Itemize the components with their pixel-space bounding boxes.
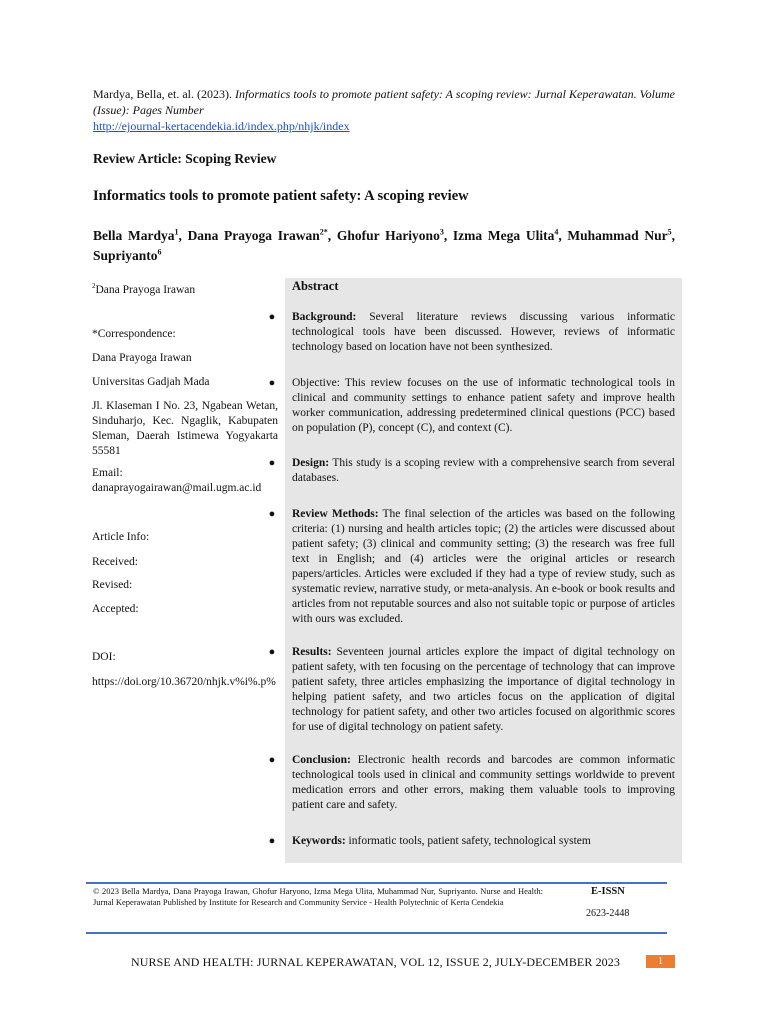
article-info-label: Article Info: xyxy=(92,531,150,543)
keywords-text: informatic tools, patient safety, technological system xyxy=(348,835,591,847)
design-text: This study is a scoping review with a comprehensive search from several databases. xyxy=(292,457,675,484)
author-separator: , xyxy=(443,228,453,243)
author-separator: , xyxy=(327,228,337,243)
address: Jl. Klaseman I No. 23, Ngabean Wetan, Sinduharjo, Kec. Ngaglik, Kabupaten Sleman, Daerah Istimewa Yogyakarta 55581 xyxy=(92,400,278,457)
author-name: Supriyanto xyxy=(93,248,158,263)
journal-footer: NURSE AND HEALTH: JURNAL KEPERAWATAN, VOL 12, ISSUE 2, JULY-DECEMBER 2023 xyxy=(131,955,620,969)
author-name: Dana Prayoga Irawan xyxy=(187,228,320,243)
bullet-icon: ● xyxy=(268,508,276,520)
citation-authors: Mardya, Bella, et. al. (2023). xyxy=(93,87,232,101)
copyright-box xyxy=(86,882,667,934)
methods-label: Review Methods: xyxy=(292,508,379,520)
correspondence-name: Dana Prayoga Irawan xyxy=(92,352,192,364)
abstract-background xyxy=(292,310,675,355)
received-label: Received: xyxy=(92,556,138,568)
abstract-objective: Objective: This review focuses on the use of informatic technological tools in clinical and community settings to enhance patient safety and improve health worker communication, addressing predetermined clinical questions (PCC) based on population (P), concept (C), and context (C). xyxy=(292,377,675,434)
author-affiliation: 1 xyxy=(174,227,179,237)
author-name: Izma Mega Ulita xyxy=(452,228,555,243)
author-affiliation: 3 xyxy=(439,227,444,237)
author-separator: , xyxy=(558,228,568,243)
author-affiliation: 5 xyxy=(667,227,672,237)
page-number-badge: 1 xyxy=(646,955,675,968)
email-label: Email: xyxy=(92,467,123,479)
author-affiliation: 6 xyxy=(157,247,162,257)
methods-text: The final selection of the articles was based on the following criteria: (1) nursing and health articles topic; (2) the articles were discussed about patient safety; (3) clinical and community setting; (3) the research was free full text in English; and (4) articles were the original articles or research papers/articles. Articles were excluded if they had a type of review study, such as systematic review, narrative study, or meta-analysis. An e-book or book results and articles from not reputable sources and also not suitable topic or purpose of articles with ours was excluded. xyxy=(292,508,676,625)
affiliation xyxy=(92,279,278,298)
bullet-icon: ● xyxy=(268,377,276,389)
results-text: Seventeen journal articles explore the impact of digital technology on patient safety, with ten focusing on the percentage of technology that can improve patient safety, three articles emphasizing the importance of digital technology in helping patient safety, and two articles focus on the application of digital technology for patient safety, and other two articles focused on algorithmic scores for use of digital technology on patient safety. xyxy=(292,646,675,733)
paper-title: Informatics tools to promote patient safety: A scoping review xyxy=(93,188,469,204)
author-affiliation: 2* xyxy=(319,227,328,237)
revised-label: Revised: xyxy=(92,579,133,591)
author-name: Muhammad Nur xyxy=(567,228,668,243)
design-label: Design: xyxy=(292,457,330,469)
background-label: Background: xyxy=(292,311,357,323)
conclusion-text: Electronic health records and barcodes are common informatic technological tools used in clinical and community settings worldwide to prevent medication errors and other errors, making them valuable tools to improving patient care and safety. xyxy=(292,754,675,811)
conclusion-label: Conclusion: xyxy=(292,754,351,766)
accepted-label: Accepted: xyxy=(92,603,139,615)
eissn-label: E-ISSN xyxy=(591,886,625,897)
author-affiliation: 4 xyxy=(554,227,559,237)
journal-link[interactable]: http://ejournal-kertacendekia.id/index.php/nhjk/index xyxy=(93,119,350,133)
author-separator: , xyxy=(671,228,676,243)
email-address[interactable]: danaprayogairawan@mail.ugm.ac.id xyxy=(92,482,262,494)
doi-label: DOI: xyxy=(92,651,116,663)
bullet-icon: ● xyxy=(268,835,276,847)
eissn-value: 2623-2448 xyxy=(586,908,630,919)
bullet-icon: ● xyxy=(268,646,276,658)
citation-block xyxy=(93,86,675,134)
author-list xyxy=(93,226,675,266)
abstract-conclusion xyxy=(292,753,675,813)
author-name: Ghofur Hariyono xyxy=(336,228,440,243)
doi-link[interactable]: https://doi.org/10.36720/nhjk.v%i%.p% xyxy=(92,676,276,688)
bullet-icon: ● xyxy=(268,457,276,469)
results-label: Results: xyxy=(292,646,332,658)
keywords-label: Keywords: xyxy=(292,835,346,847)
bullet-icon: ● xyxy=(268,311,276,323)
author-separator: , xyxy=(178,228,188,243)
abstract-keywords xyxy=(292,834,675,849)
university: Universitas Gadjah Mada xyxy=(92,376,210,388)
abstract-methods xyxy=(292,507,675,627)
abstract-heading: Abstract xyxy=(292,279,339,293)
citation-title: Informatics tools to promote patient safety: A scoping review: Jurnal Keperawatan. Volume (Issue): Pages Number xyxy=(93,87,676,117)
affiliation-name: Dana Prayoga Irawan xyxy=(95,283,196,296)
author-name: Bella Mardya xyxy=(93,228,175,243)
abstract-results xyxy=(292,645,675,735)
abstract-design xyxy=(292,456,675,486)
affiliation-sup: 2 xyxy=(92,282,96,290)
bullet-icon: ● xyxy=(268,754,276,766)
abstract-panel xyxy=(285,278,682,863)
article-type: Review Article: Scoping Review xyxy=(93,151,277,166)
background-text: Several literature reviews discussing various informatic technological tools have been discussed. However, reviews of informatic technology based on location have not been synthesized. xyxy=(292,311,676,353)
copyright-notice: © 2023 Bella Mardya, Dana Prayoga Irawan, Ghofur Haryono, Izma Mega Ulita, Muhammad Nur, Supriyanto. Nurse and Health: Jurnal Keperawatan Published by Institute for Research and Community Service - Health Polytechnic of Kerta Cendekia xyxy=(93,886,543,907)
correspondence-label: *Correspondence: xyxy=(92,328,176,340)
